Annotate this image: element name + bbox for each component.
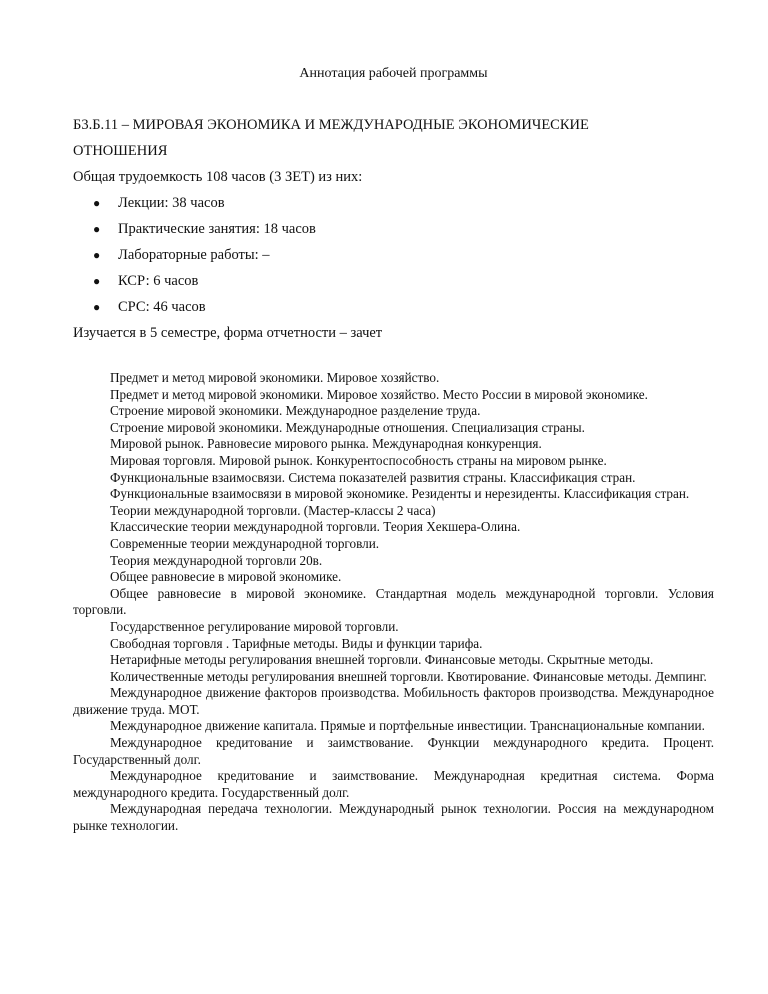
topic-paragraph: Международное движение факторов производства. Мобильность факторов производства. Международное движение труда. МОТ. xyxy=(73,685,714,717)
hours-item xyxy=(73,242,714,268)
topic-paragraph: Свободная торговля . Тарифные методы. Виды и функции тарифа. xyxy=(110,635,483,651)
topic-paragraph: Функциональные взаимосвязи. Система показателей развития страны. Классификация стран. xyxy=(110,469,636,485)
topic-paragraph: Современные теории международной торговли. xyxy=(110,535,380,551)
topic-paragraph: Государственное регулирование мировой торговли. xyxy=(110,618,399,634)
topic-paragraph: Классические теории международной торговли. Теория Хекшера-Олина. xyxy=(110,519,521,535)
topic-paragraph: Предмет и метод мировой экономики. Мировое хозяйство. xyxy=(110,370,440,385)
topic-paragraph: Функциональные взаимосвязи в мировой экономике. Резиденты и нерезиденты. Классификация стран. xyxy=(110,486,690,502)
topic-paragraph: Международное кредитование и заимствование. Международная кредитная система. Форма международного кредита. Государственный долг. xyxy=(73,768,714,800)
topic-paragraph: Мировой рынок. Равновесие мирового рынка. Международная конкуренция. xyxy=(110,436,542,452)
bullet-icon: ● xyxy=(93,196,101,210)
hours-item-label: Лекции: 38 часов xyxy=(118,195,225,211)
topic-paragraph: Строение мировой экономики. Международные отношения. Специализация страны. xyxy=(110,419,585,435)
total-hours: Общая трудоемкость 108 часов (3 ЗЕТ) из них: xyxy=(73,169,363,185)
hours-list xyxy=(73,190,714,320)
bullet-icon: ● xyxy=(93,274,101,288)
hours-item xyxy=(73,268,714,294)
topic-paragraph: Международное кредитование и заимствование. Функции международного кредита. Процент. Государственный долг. xyxy=(73,735,714,767)
topic-paragraph: Международное движение капитала. Прямые и портфельные инвестиции. Транснациональные компании. xyxy=(110,718,705,734)
hours-item-label: Лабораторные работы: – xyxy=(118,247,270,263)
hours-item xyxy=(73,294,714,320)
topic-paragraph: Количественные методы регулирования внешней торговли. Квотирование. Финансовые методы. Демпинг. xyxy=(110,668,707,684)
hours-item-label: КСР: 6 часов xyxy=(118,273,199,289)
semester-note: Изучается в 5 семестре, форма отчетности – зачет xyxy=(73,325,383,341)
hours-item xyxy=(73,190,714,216)
bullet-icon: ● xyxy=(93,222,101,236)
topic-paragraph: Строение мировой экономики. Международное разделение труда. xyxy=(110,403,481,419)
course-heading-line2: ОТНОШЕНИЯ xyxy=(73,143,168,159)
bullet-icon: ● xyxy=(93,248,101,262)
topic-paragraph: Мировая торговля. Мировой рынок. Конкурентоспособность страны на мировом рынке. xyxy=(110,452,607,468)
document-page xyxy=(73,64,714,835)
topic-paragraph: Общее равновесие в мировой экономике. Стандартная модель международной торговли. Условия торговли. xyxy=(73,585,714,618)
course-heading-line1: Б3.Б.11 – МИРОВАЯ ЭКОНОМИКА И МЕЖДУНАРОДНЫЕ ЭКОНОМИЧЕСКИЕ xyxy=(73,117,589,133)
hours-item-label: Практические занятия: 18 часов xyxy=(118,221,316,237)
topic-paragraph: Нетарифные методы регулирования внешней торговли. Финансовые методы. Скрытные методы. xyxy=(110,652,654,668)
topics-list xyxy=(73,370,714,835)
bullet-icon: ● xyxy=(93,300,101,314)
topic-paragraph: Теории международной торговли. (Мастер-классы 2 часа) xyxy=(110,502,436,518)
hours-item-label: СРС: 46 часов xyxy=(118,299,206,315)
hours-item xyxy=(73,216,714,242)
topic-paragraph: Общее равновесие в мировой экономике. xyxy=(110,569,342,585)
document-title: Аннотация рабочей программы xyxy=(299,66,488,81)
topic-paragraph: Международная передача технологии. Международный рынок технологии. Россия на международном рынке технологии. xyxy=(73,801,714,834)
topic-paragraph: Теория международной торговли 20в. xyxy=(110,552,323,568)
topic-paragraph: Предмет и метод мировой экономики. Мировое хозяйство. Место России в мировой экономике. xyxy=(110,386,648,402)
